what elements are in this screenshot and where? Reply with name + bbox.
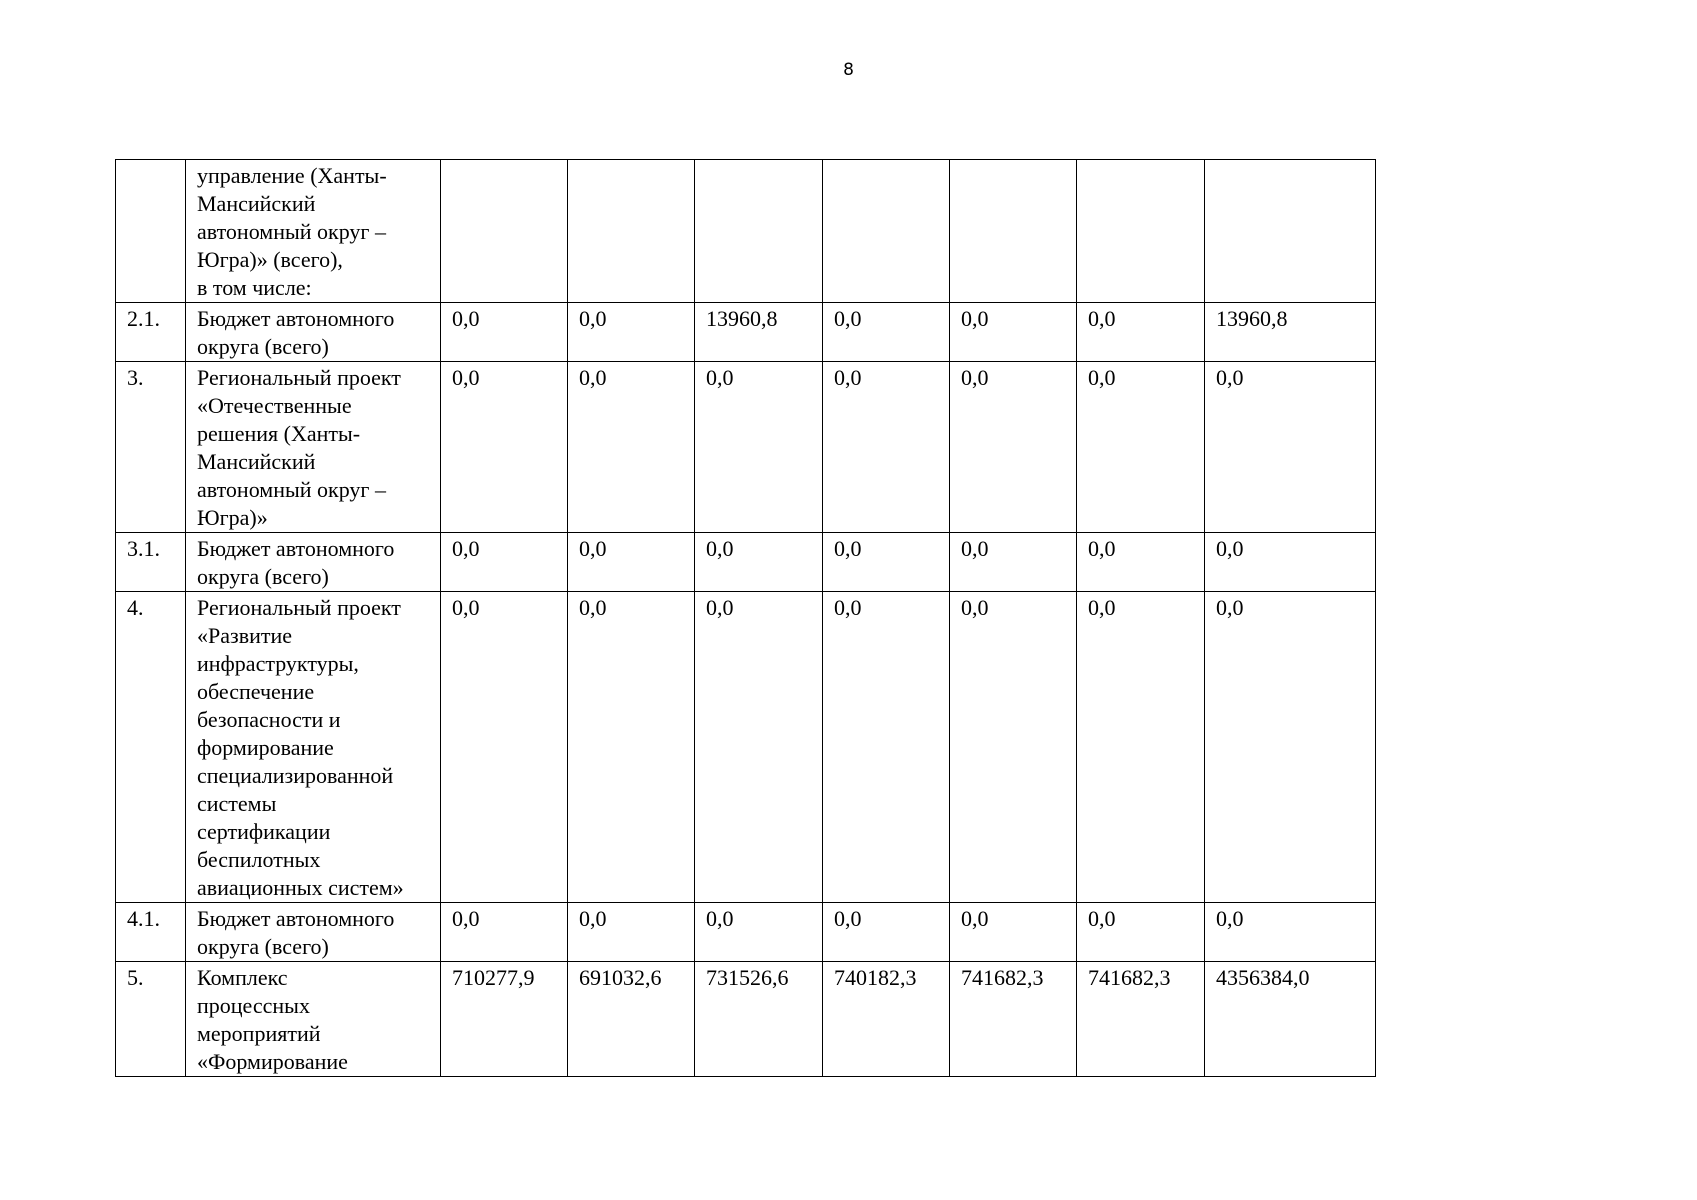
row-name-line: Югра)» (всего), <box>197 247 343 272</box>
row-name-line: округа (всего) <box>197 334 329 359</box>
table-row <box>116 903 1376 962</box>
value-cell: 0,0 <box>1077 362 1205 533</box>
value-cell <box>1205 160 1376 303</box>
row-name-line: системы <box>197 791 277 816</box>
value-cell <box>441 160 568 303</box>
table-row <box>116 362 1376 533</box>
value-cell: 0,0 <box>823 592 950 903</box>
value-cell: 0,0 <box>1077 903 1205 962</box>
row-name-line: решения (Ханты- <box>197 421 361 446</box>
row-name-line: Югра)» <box>197 505 268 530</box>
row-name-cell <box>186 533 441 592</box>
value-cell: 0,0 <box>823 903 950 962</box>
value-cell <box>1077 160 1205 303</box>
value-cell: 740182,3 <box>823 962 950 1077</box>
row-name-line: «Отечественные <box>197 393 352 418</box>
row-number-cell: 4. <box>116 592 186 903</box>
row-name-line: автономный округ – <box>197 477 386 502</box>
row-number-cell: 4.1. <box>116 903 186 962</box>
value-cell: 0,0 <box>1205 362 1376 533</box>
row-name-line: авиационных систем» <box>197 875 404 900</box>
row-number-cell <box>116 160 186 303</box>
value-cell: 13960,8 <box>695 303 823 362</box>
value-cell: 0,0 <box>568 903 695 962</box>
row-name-cell <box>186 362 441 533</box>
row-name-line: Региональный проект <box>197 595 401 620</box>
row-name-cell <box>186 592 441 903</box>
value-cell: 710277,9 <box>441 962 568 1077</box>
value-cell <box>823 160 950 303</box>
table-row <box>116 303 1376 362</box>
value-cell: 0,0 <box>441 592 568 903</box>
value-cell: 0,0 <box>568 533 695 592</box>
value-cell: 0,0 <box>950 533 1077 592</box>
row-name-line: формирование <box>197 735 334 760</box>
row-name-line: округа (всего) <box>197 934 329 959</box>
value-cell: 0,0 <box>695 903 823 962</box>
row-name-line: Мансийский <box>197 449 316 474</box>
row-name-line: процессных <box>197 993 310 1018</box>
value-cell: 0,0 <box>950 592 1077 903</box>
row-number-cell: 2.1. <box>116 303 186 362</box>
row-name-line: беспилотных <box>197 847 321 872</box>
row-number-cell: 3.1. <box>116 533 186 592</box>
row-name-line: автономный округ – <box>197 219 386 244</box>
budget-table <box>115 159 1376 1077</box>
table-row <box>116 962 1376 1077</box>
value-cell <box>568 160 695 303</box>
value-cell <box>950 160 1077 303</box>
value-cell: 0,0 <box>568 303 695 362</box>
row-name-line: безопасности и <box>197 707 341 732</box>
table-row <box>116 160 1376 303</box>
value-cell: 0,0 <box>1205 592 1376 903</box>
row-name-line: Мансийский <box>197 191 316 216</box>
value-cell: 0,0 <box>1077 303 1205 362</box>
value-cell: 0,0 <box>441 303 568 362</box>
table-row <box>116 592 1376 903</box>
page-number: 8 <box>843 60 854 80</box>
row-name-line: специализированной <box>197 763 394 788</box>
value-cell: 0,0 <box>695 362 823 533</box>
row-name-line: «Формирование <box>197 1049 348 1074</box>
value-cell: 0,0 <box>1205 903 1376 962</box>
row-name-line: Комплекс <box>197 965 288 990</box>
row-name-line: управление (Ханты- <box>197 163 387 188</box>
value-cell: 0,0 <box>1077 592 1205 903</box>
table-row <box>116 533 1376 592</box>
value-cell: 0,0 <box>823 362 950 533</box>
row-name-line: мероприятий <box>197 1021 321 1046</box>
value-cell: 0,0 <box>568 592 695 903</box>
row-name-line: округа (всего) <box>197 564 329 589</box>
row-name-line: сертификации <box>197 819 331 844</box>
value-cell <box>695 160 823 303</box>
value-cell: 691032,6 <box>568 962 695 1077</box>
value-cell: 0,0 <box>823 303 950 362</box>
row-name-line: в том числе: <box>197 275 312 300</box>
row-name-line: «Развитие <box>197 623 293 648</box>
row-name-cell <box>186 160 441 303</box>
value-cell: 0,0 <box>950 903 1077 962</box>
value-cell: 13960,8 <box>1205 303 1376 362</box>
value-cell: 0,0 <box>1205 533 1376 592</box>
value-cell: 0,0 <box>695 533 823 592</box>
row-name-line: Бюджет автономного <box>197 906 395 931</box>
row-number-cell: 5. <box>116 962 186 1077</box>
row-number-cell: 3. <box>116 362 186 533</box>
row-name-line: Бюджет автономного <box>197 536 395 561</box>
row-name-line: обеспечение <box>197 679 315 704</box>
table-body <box>116 160 1376 1077</box>
value-cell: 0,0 <box>441 903 568 962</box>
row-name-cell <box>186 903 441 962</box>
value-cell: 0,0 <box>950 303 1077 362</box>
row-name-cell <box>186 303 441 362</box>
value-cell: 0,0 <box>695 592 823 903</box>
value-cell: 741682,3 <box>1077 962 1205 1077</box>
row-name-line: инфраструктуры, <box>197 651 359 676</box>
value-cell: 0,0 <box>950 362 1077 533</box>
value-cell: 731526,6 <box>695 962 823 1077</box>
row-name-line: Региональный проект <box>197 365 401 390</box>
value-cell: 0,0 <box>441 533 568 592</box>
value-cell: 0,0 <box>441 362 568 533</box>
value-cell: 0,0 <box>1077 533 1205 592</box>
row-name-cell <box>186 962 441 1077</box>
value-cell: 741682,3 <box>950 962 1077 1077</box>
value-cell: 0,0 <box>568 362 695 533</box>
value-cell: 4356384,0 <box>1205 962 1376 1077</box>
value-cell: 0,0 <box>823 533 950 592</box>
row-name-line: Бюджет автономного <box>197 306 395 331</box>
